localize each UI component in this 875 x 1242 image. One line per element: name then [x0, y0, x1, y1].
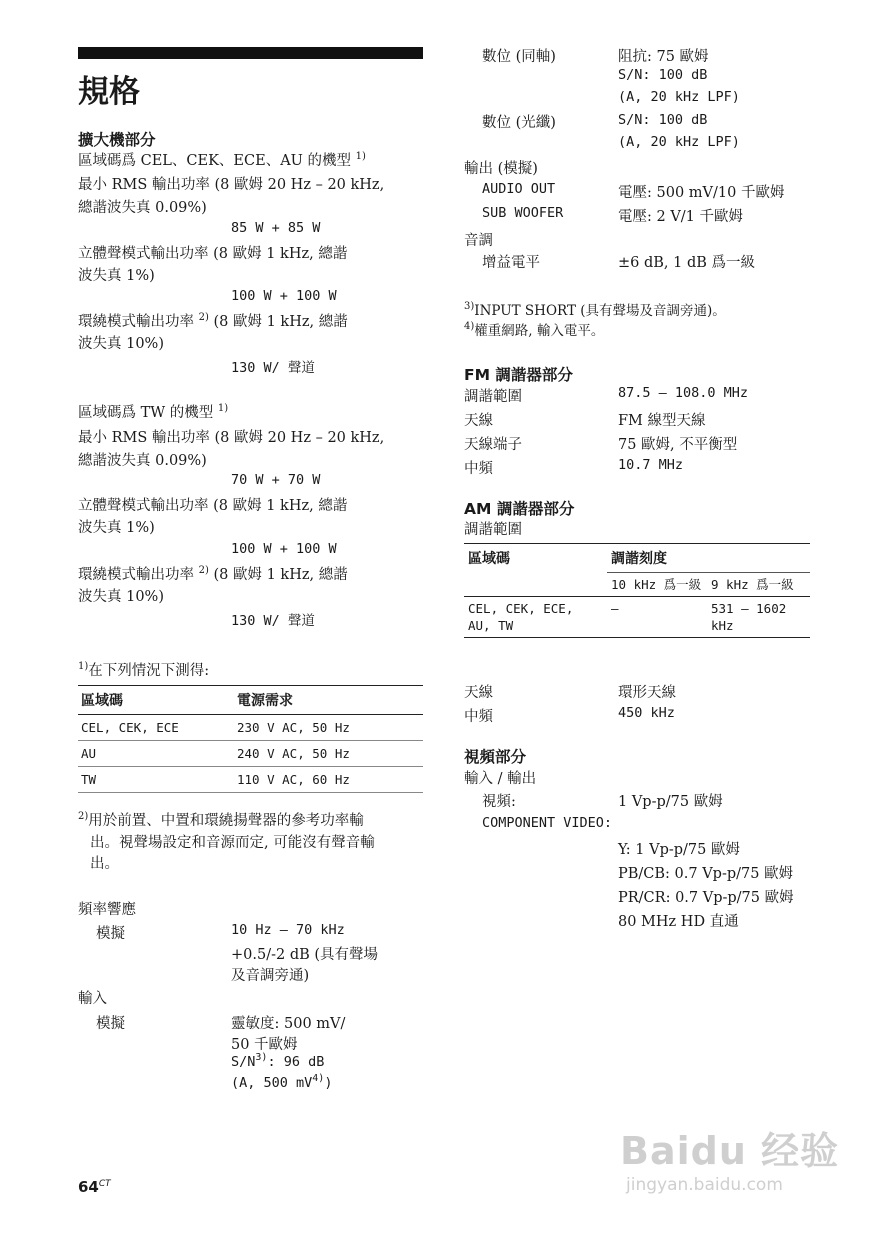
footnote-marker: 3) [464, 301, 475, 312]
input-sn [231, 1054, 324, 1070]
comp-pr: PR/CR: 0.7 Vp-p/75 歐姆 [618, 890, 794, 906]
am-row-value: 環形天線 [618, 685, 676, 701]
value-100w-a: 100 W + 100 W [231, 288, 337, 304]
footnote-marker: 1) [78, 661, 89, 672]
am-row-label: 中頻 [464, 709, 493, 725]
col-region: 區域碼 [464, 544, 607, 597]
min-rms-line1: 最小 RMS 輸出功率 (8 歐姆 20 Hz – 20 kHz, [78, 177, 385, 193]
comp-pb: PB/CB: 0.7 Vp-p/75 歐姆 [618, 866, 794, 882]
cell: 240 V AC, 50 Hz [234, 741, 423, 767]
cell: 531 – 1602 kHz [707, 597, 810, 638]
freq-val1: 10 Hz – 70 kHz [231, 922, 345, 938]
note4 [464, 319, 604, 339]
fm-heading: FM 調諧器部分 [464, 366, 573, 384]
cell: TW [78, 767, 234, 793]
min-rms-line1-tw: 最小 RMS 輸出功率 (8 歐姆 20 Hz – 20 kHz, [78, 430, 385, 446]
note3-text: INPUT SHORT (具有聲場及音調旁通)。 [474, 303, 726, 319]
region-tw-label [78, 401, 228, 422]
video-label: 視頻: [482, 794, 516, 810]
page-number-text: 64 [78, 1178, 99, 1196]
cell: AU [78, 741, 234, 767]
footnote-ref: 1) [217, 403, 229, 414]
freq-analog: 模擬 [96, 926, 125, 942]
audio-out-val: 電壓: 500 mV/10 千歐姆 [618, 185, 785, 201]
am-row-label: 天線 [464, 685, 493, 701]
fm-row-label: 天線端子 [464, 437, 522, 453]
stereo-line2: 波失真 1%) [78, 268, 155, 284]
footnote-ref: 4) [312, 1073, 325, 1084]
region-cel-label [78, 149, 366, 170]
note3 [464, 299, 726, 319]
sub-10k: 10 kHz 爲一級 [607, 573, 707, 597]
surround-text-b: (8 歐姆 1 kHz, 總諧 [208, 567, 348, 583]
surround-line1 [78, 310, 348, 331]
amp-heading: 擴大機部分 [78, 131, 156, 149]
coax-label: 數位 (同軸) [482, 49, 556, 65]
fm-row-value: 75 歐姆, 不平衡型 [618, 437, 738, 453]
am-table [464, 543, 810, 638]
video-heading: 視頻部分 [464, 748, 527, 766]
fm-row-value: 87.5 – 108.0 MHz [618, 385, 749, 401]
fm-row-label: 調諧範圍 [464, 389, 522, 405]
stereo-line2-tw: 波失真 1%) [78, 520, 155, 536]
value-70w: 70 W + 70 W [231, 472, 321, 488]
am-sub: 調諧範圍 [464, 522, 522, 538]
col-power: 電源需求 [234, 686, 423, 715]
note4-text: 權重網路, 輸入電平。 [474, 323, 605, 339]
comp-hd: 80 MHz HD 直通 [618, 914, 739, 930]
value-130w-b: 130 W/ 聲道 [231, 613, 315, 629]
surround-text: 環繞模式輸出功率 [78, 314, 194, 330]
footnote-marker: 4) [464, 321, 475, 332]
cell: CEL, CEK, ECE [78, 715, 234, 741]
power-table [78, 685, 423, 793]
note1-text: 在下列情況下測得: [88, 663, 210, 679]
surround-text: 環繞模式輸出功率 [78, 567, 194, 583]
video-io: 輸入 / 輸出 [464, 771, 537, 787]
comp-y: Y: 1 Vp-p/75 歐姆 [618, 842, 740, 858]
note2-line2: 出。視聲場設定和音源而定, 可能沒有聲音輸 [90, 835, 375, 851]
freq-heading: 頻率響應 [78, 902, 136, 918]
fm-row-label: 天線 [464, 413, 493, 429]
coax-val2: S/N: 100 dB [618, 67, 708, 83]
table-row [464, 597, 810, 638]
value-130w-a: 130 W/ 聲道 [231, 360, 315, 376]
freq-val3: 及音調旁通) [231, 968, 310, 984]
note2-line1 [78, 809, 364, 830]
stereo-line1: 立體聲模式輸出功率 (8 歐姆 1 kHz, 總諧 [78, 246, 348, 262]
optical-label: 數位 (光纖) [482, 115, 556, 131]
tone-heading: 音調 [464, 233, 493, 249]
watermark [620, 1120, 839, 1195]
fm-row-value: FM 線型天線 [618, 413, 706, 429]
note1 [78, 659, 209, 680]
gain-val: ±6 dB, 1 dB 爲一級 [618, 255, 756, 271]
gain-label: 增益電平 [482, 255, 540, 271]
footnote-marker: 2) [78, 811, 89, 822]
input-analog: 模擬 [96, 1016, 125, 1032]
watermark-url: jingyan.baidu.com [626, 1175, 783, 1195]
page-number [78, 1178, 111, 1196]
table-row [78, 715, 423, 741]
fm-row-label: 中頻 [464, 461, 493, 477]
cell: 110 V AC, 60 Hz [234, 767, 423, 793]
sub-val: 電壓: 2 V/1 千歐姆 [618, 209, 744, 225]
optical-val1: S/N: 100 dB [618, 112, 708, 128]
input-val4 [231, 1075, 332, 1091]
am-row-value: 450 kHz [618, 705, 675, 721]
note2-text: 用於前置、中置和環繞揚聲器的參考功率輸 [88, 813, 364, 829]
table-row [78, 741, 423, 767]
coax-val3: (A, 20 kHz LPF) [618, 89, 740, 105]
input-heading: 輸入 [78, 991, 107, 1007]
video-val: 1 Vp-p/75 歐姆 [618, 794, 723, 810]
audio-out-label: AUDIO OUT [482, 181, 556, 197]
surround-line2: 波失真 10%) [78, 336, 164, 352]
cell: – [607, 597, 707, 638]
min-rms-line2: 總諧波失真 0.09%) [78, 200, 207, 216]
footnote-ref: 2) [198, 312, 209, 323]
region-tw-text: 區域碼爲 TW 的機型 [78, 405, 214, 421]
title-rule [78, 47, 423, 59]
weight-close: ) [324, 1075, 333, 1091]
table-header-row [464, 544, 810, 573]
component-label: COMPONENT VIDEO: [482, 815, 613, 831]
table-header-row [78, 686, 423, 715]
surround-line2-tw: 波失真 10%) [78, 589, 164, 605]
weight-text: (A, 500 mV [231, 1075, 313, 1091]
coax-val1: 阻抗: 75 歐姆 [618, 49, 709, 65]
fm-row-value: 10.7 MHz [618, 457, 684, 473]
col-step: 調諧刻度 [607, 544, 810, 573]
region-cel-text: 區域碼爲 CEL、CEK、ECE、AU 的機型 [78, 153, 351, 169]
value-85w: 85 W + 85 W [231, 220, 321, 236]
am-heading: AM 調諧器部分 [464, 500, 575, 518]
value-100w-b: 100 W + 100 W [231, 541, 337, 557]
optical-val2: (A, 20 kHz LPF) [618, 134, 740, 150]
input-val2: 50 千歐姆 [231, 1037, 298, 1053]
min-rms-line2-tw: 總諧波失真 0.09%) [78, 453, 207, 469]
sub-9k: 9 kHz 爲一級 [707, 573, 810, 597]
cell: 230 V AC, 50 Hz [234, 715, 423, 741]
surround-line1-tw [78, 563, 348, 584]
stereo-line1-tw: 立體聲模式輸出功率 (8 歐姆 1 kHz, 總諧 [78, 498, 348, 514]
page-suffix: CT [98, 1179, 111, 1189]
sub-label: SUB WOOFER [482, 205, 564, 221]
col-region: 區域碼 [78, 686, 234, 715]
input-val1: 靈敏度: 500 mV/ [231, 1016, 346, 1032]
watermark-brand: Baidu 经验 [620, 1129, 840, 1173]
table-row [78, 767, 423, 793]
footnote-ref: 1) [355, 151, 366, 162]
output-heading: 輸出 (模擬) [464, 161, 538, 177]
surround-text-b: (8 歐姆 1 kHz, 總諧 [208, 314, 348, 330]
page-title: 規格 [78, 74, 140, 110]
sn-value: : 96 dB [267, 1054, 325, 1070]
footnote-ref: 3) [255, 1052, 268, 1063]
note2-line3: 出。 [90, 856, 119, 872]
freq-val2: +0.5/-2 dB (具有聲場 [231, 947, 379, 963]
cell: CEL, CEK, ECE, AU, TW [464, 597, 607, 638]
footnote-ref: 2) [198, 565, 209, 576]
sn-text: S/N [231, 1054, 256, 1070]
